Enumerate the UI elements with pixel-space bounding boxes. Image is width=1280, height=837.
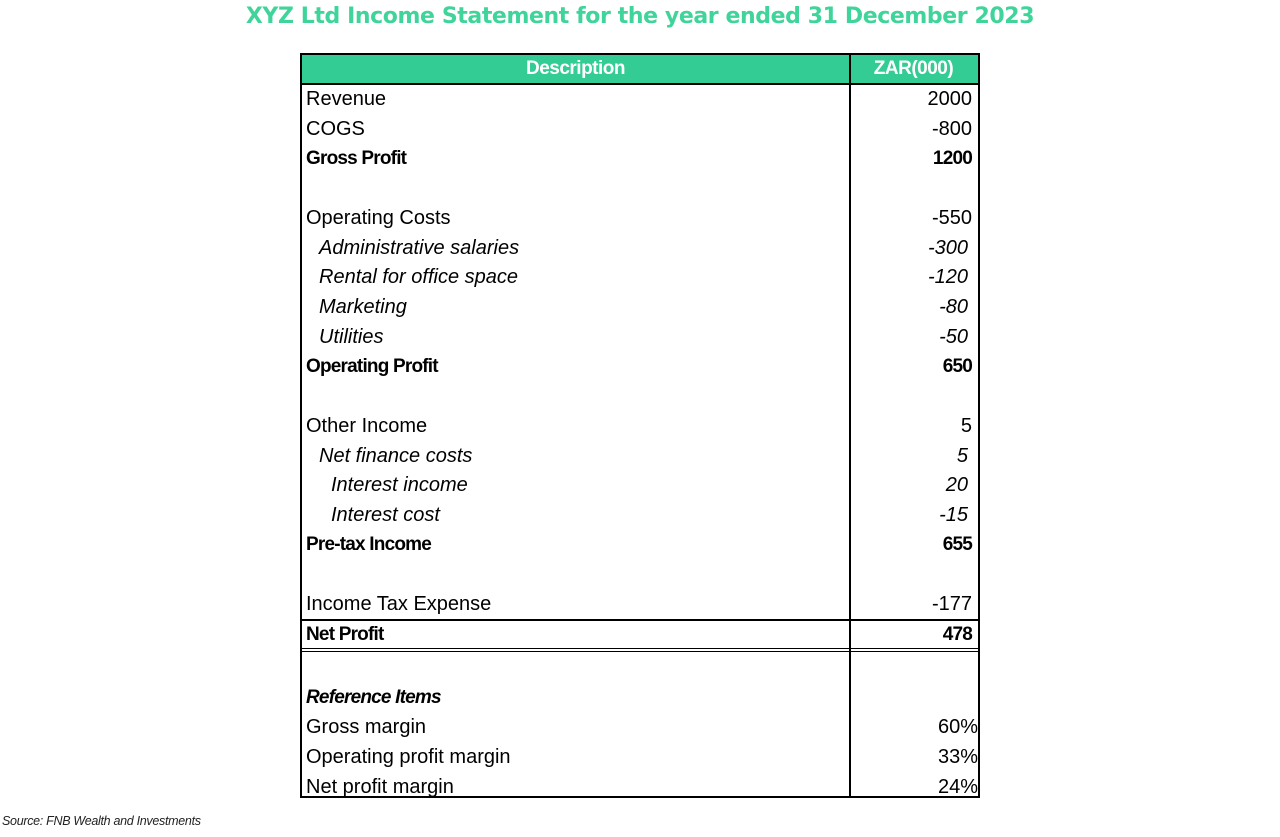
- row-gross-profit: [302, 144, 978, 174]
- row-label: Gross Profit: [306, 148, 407, 170]
- row-value: -300: [927, 236, 968, 259]
- row-value: -15: [939, 503, 968, 526]
- row-value: 655: [942, 534, 972, 556]
- row-value: 1200: [932, 148, 972, 170]
- row-rental: [302, 263, 978, 293]
- income-statement-table: [300, 53, 980, 798]
- column-divider: [849, 55, 851, 796]
- row-operating-margin: [302, 743, 978, 773]
- row-value: 24%: [937, 775, 978, 798]
- source-note: Source: FNB Wealth and Investments: [2, 814, 201, 828]
- row-admin-salaries: [302, 233, 978, 263]
- row-value: -800: [931, 118, 972, 141]
- row-operating-profit: [302, 352, 978, 382]
- row-value: -80: [939, 296, 968, 319]
- blank-row: [302, 174, 978, 204]
- row-label: Operating profit margin: [306, 746, 511, 769]
- row-value: 20: [945, 474, 968, 497]
- blank-row: [302, 560, 978, 590]
- row-operating-costs: [302, 204, 978, 234]
- row-label: Net profit margin: [306, 775, 454, 798]
- row-marketing: [302, 293, 978, 323]
- row-net-finance-costs: [302, 441, 978, 471]
- row-label: Other Income: [306, 414, 428, 437]
- row-value: -550: [931, 207, 972, 230]
- row-label: Utilities: [319, 325, 384, 348]
- row-pretax-income: [302, 530, 978, 560]
- row-label: Marketing: [319, 296, 407, 319]
- row-label: Income Tax Expense: [306, 593, 492, 616]
- row-revenue: [302, 85, 978, 115]
- reference-heading: Reference Items: [306, 687, 441, 709]
- row-label: Interest income: [331, 474, 468, 497]
- row-value: 650: [942, 356, 972, 378]
- row-label: Gross margin: [306, 716, 427, 739]
- row-label: Pre-tax Income: [306, 534, 432, 556]
- row-label: Interest cost: [331, 503, 440, 526]
- row-label: Revenue: [306, 88, 387, 111]
- row-value: 33%: [937, 746, 978, 769]
- row-label: Operating Profit: [306, 356, 438, 378]
- row-interest-cost: [302, 501, 978, 531]
- row-interest-income: [302, 471, 978, 501]
- blank-row: [302, 652, 978, 683]
- row-label: Net finance costs: [319, 444, 473, 467]
- row-income-tax: [302, 590, 978, 620]
- table-header: [302, 55, 978, 85]
- row-label: Administrative salaries: [319, 236, 520, 259]
- header-description: Description: [525, 58, 626, 79]
- row-value: -177: [931, 593, 972, 616]
- blank-row: [302, 382, 978, 412]
- header-value: ZAR(000): [873, 58, 954, 79]
- reference-heading-row: [302, 683, 978, 713]
- row-value: 5: [956, 444, 968, 467]
- row-utilities: [302, 323, 978, 353]
- row-net-profit: [302, 619, 978, 652]
- row-value: 478: [942, 623, 972, 645]
- row-gross-margin: [302, 713, 978, 743]
- row-label: Operating Costs: [306, 207, 451, 230]
- row-label: Rental for office space: [319, 266, 518, 289]
- row-value: 5: [960, 414, 972, 437]
- page-title: XYZ Ltd Income Statement for the year ended 31 December 2023: [245, 4, 1035, 29]
- row-value: -50: [939, 325, 968, 348]
- row-other-income: [302, 412, 978, 442]
- row-cogs: [302, 115, 978, 145]
- row-value: 2000: [927, 88, 972, 111]
- row-value: 60%: [937, 716, 978, 739]
- row-value: -120: [927, 266, 968, 289]
- row-label: COGS: [306, 118, 365, 141]
- row-net-margin: [302, 772, 978, 802]
- row-label: Net Profit: [306, 623, 384, 645]
